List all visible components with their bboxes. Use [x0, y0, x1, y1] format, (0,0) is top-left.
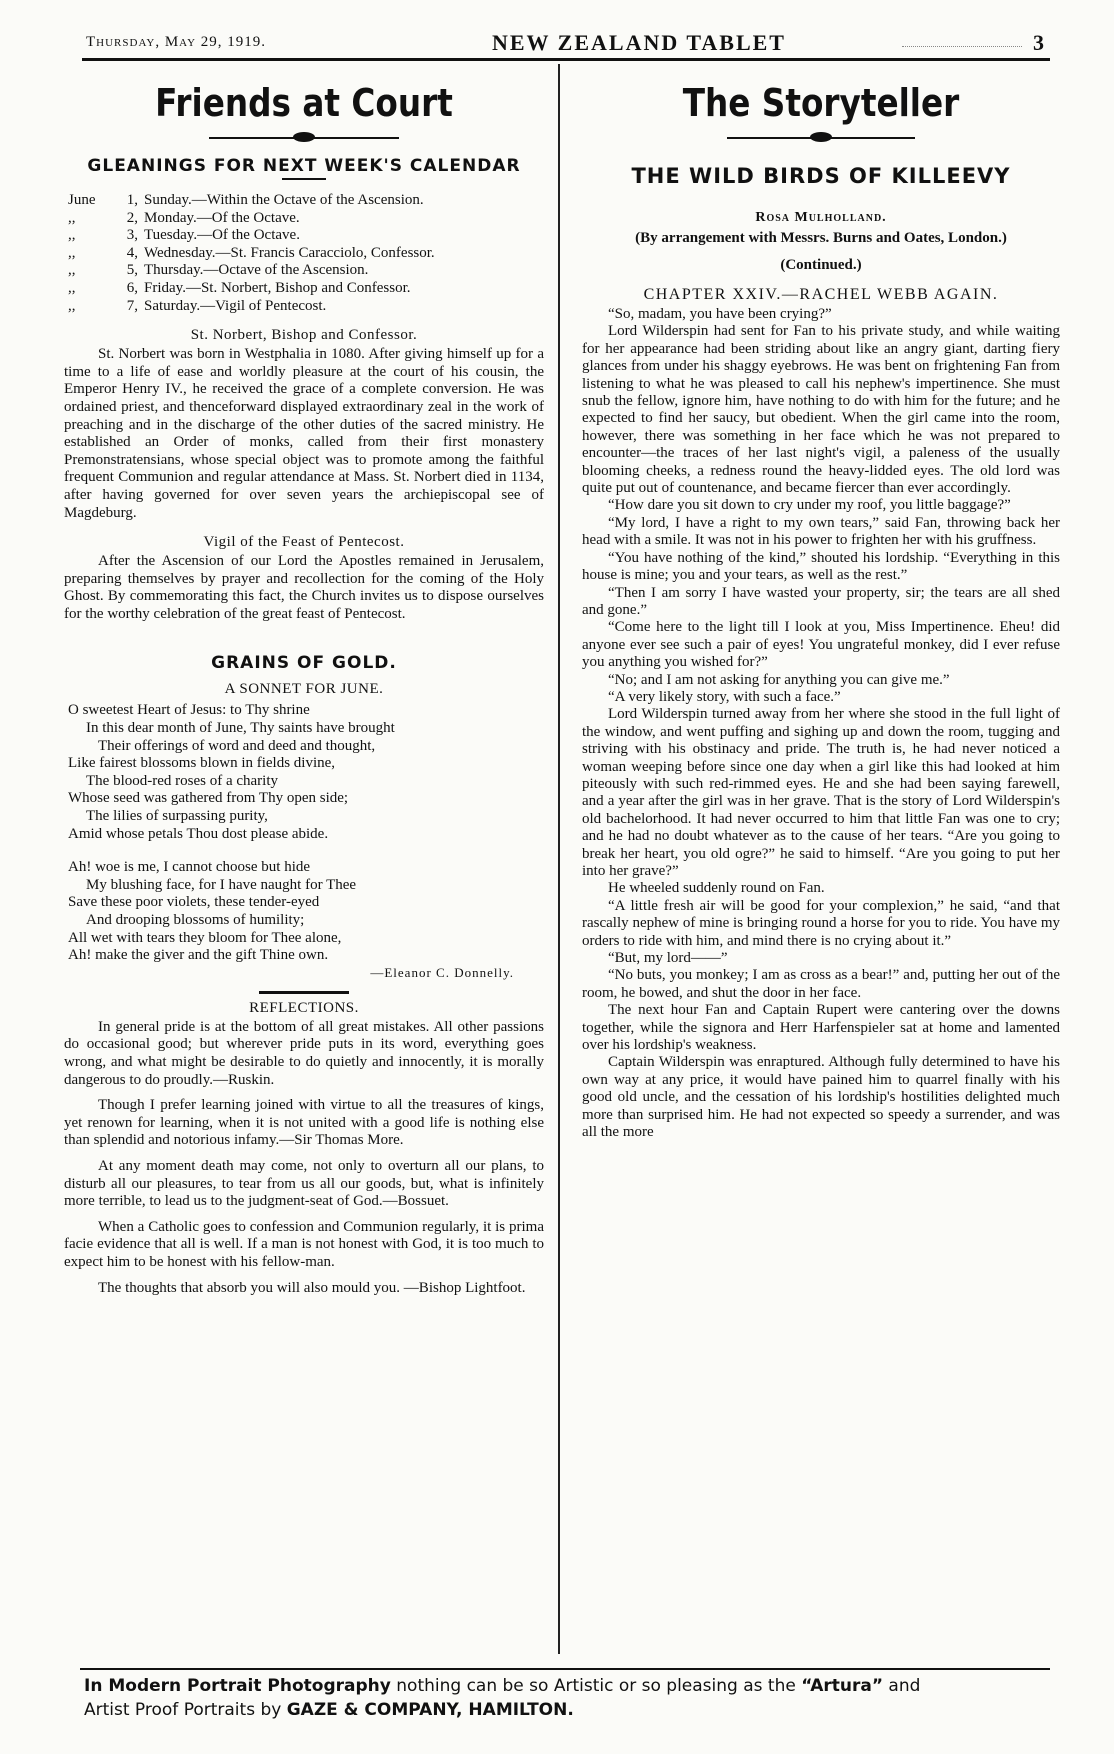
ad-line-1: In Modern Portrait Photography nothing can be so Artistic or so pleasing as the “Artura” and	[84, 1676, 921, 1696]
advertisement	[80, 1668, 1050, 1720]
calendar-day: 6,	[126, 279, 138, 296]
poem-line: Like fairest blossoms blown in fields divine,	[68, 755, 336, 772]
poem-line: And drooping blossoms of humility;	[86, 912, 305, 928]
issue-date: Thursday, May 29, 1919.	[86, 34, 267, 50]
calendar-month: June	[68, 192, 96, 208]
story-paragraph: “A very likely story, with such a face.”	[608, 688, 841, 705]
calendar-day: 2,	[126, 209, 138, 226]
poem-line: The lilies of surpassing purity,	[86, 808, 268, 825]
poem-line: In this dear month of June, Thy saints have brought	[86, 720, 395, 737]
reflection-paragraph: Though I prefer learning joined with virtue to all the treasures of kings, yet renown for learning, when it is not united with a good life is nothing else than splendid and notorious infamy.—Sir Thomas More.	[64, 1097, 544, 1149]
calendar-entry-text: Thursday.—Octave of the Ascension.	[144, 262, 369, 279]
sonnet-author: —Eleanor C. Donnelly.	[370, 964, 514, 980]
story-paragraph: “No; and I am not asking for anything you can give me.”	[608, 671, 950, 688]
calendar-month: ,,	[68, 279, 76, 296]
sonnet-stanza-1	[68, 702, 544, 843]
left-column	[64, 64, 544, 1297]
story-paragraph: Lord Wilderspin had sent for Fan to his private study, and while waiting for her appearance had been striding about like an angry giant, darting fiery glances from under his shaggy eyebrows. He was bent on frightening Fan from listening to what he was pleased to call his nephew's impertinence. She must snub the fellow, ignore him, have nothing to do with him for the future; and he expected to find her saucy, but obedient. When the girl came into the room, however, there was something in her face which he was not prepared to encounter—the traces of her last night's vigil, a paleness of the usually blooming cheeks, a redness round the heavy-lidded eyes. The old lord was quite put out of countenance, and became fiercer than ever accordingly.	[582, 323, 1060, 497]
poem-line: O sweetest Heart of Jesus: to Thy shrine	[68, 702, 310, 719]
story-title: THE WILD BIRDS OF KILLEEVY	[631, 164, 1011, 188]
reflection-paragraph: In general pride is at the bottom of all great mistakes. All other passions do occasional good; but wherever pride puts in its word, everything goes wrong, and what might be desirable to do quietly and innocently, it is morally dangerous to do proudly.—Ruskin.	[64, 1018, 544, 1088]
calendar-month: ,,	[68, 244, 76, 261]
reflection-paragraph: The thoughts that absorb you will also mould you. —Bishop Lightfoot.	[98, 1279, 526, 1296]
poem-line: Save these poor violets, these tender-eyed	[68, 894, 320, 911]
calendar-entry-text: Tuesday.—Of the Octave.	[144, 227, 300, 244]
poem-line: Their offerings of word and deed and thought,	[98, 737, 376, 754]
calendar-entry-text: Sunday.—Within the Octave of the Ascension.	[144, 192, 424, 208]
ad-line-2: Artist Proof Portraits by GAZE & COMPANY, HAMILTON.	[84, 1700, 574, 1720]
grains-heading: GRAINS OF GOLD.	[211, 653, 397, 674]
calendar-entry	[68, 298, 544, 316]
story-paragraph: He wheeled suddenly round on Fan.	[608, 880, 825, 897]
poem-line: My blushing face, for I have naught for Thee	[86, 876, 357, 893]
story-paragraph: Lord Wilderspin turned away from her where she stood in the full light of the window, and went puffing and sighing up and down the room, tugging and striving with his obstinacy and pride. The truth is, he had never noticed a woman weeping before since one day when a girl like this had looked at him piteously with such red-rimmed eyes. He and she had been saying farewell, and a year after the girl was in her grave. That is the story of Lord Wilderspin's old bachelorhood. It had never occurred to him that little Fan was one to cry; and he had no doubt whatever as to the cause of her tears. “Are you going to break her heart, you old ogre?” he said to himself. “Are you going to put her into her grave?”	[582, 706, 1060, 879]
calendar-month: ,,	[68, 262, 76, 279]
story-paragraph: “But, my lord——”	[608, 950, 728, 967]
calendar-day: 1,	[126, 192, 138, 208]
calendar-day: 3,	[126, 227, 138, 244]
reflection-paragraph: At any moment death may come, not only to overturn all our plans, to disturb all our pleasures, to tear from us all our goods, but, what is infinitely more terrible, to lead us to the judgment-seat of God.—Bossuet.	[64, 1157, 544, 1210]
storyteller-title: The Storyteller	[682, 81, 960, 125]
continued-note: (Continued.)	[780, 257, 862, 273]
calendar-entry	[68, 227, 544, 245]
calendar-day: 7,	[126, 297, 138, 314]
vigil-text: After the Ascension of our Lord the Apostles remained in Jerusalem, preparing themselves by prayer and recollection for the coming of the Holy Ghost. By commemorating this fact, the Church invites us to dispose ourselves for the worthy celebration of the great feast of Pentecost.	[64, 553, 544, 622]
title-ornament	[64, 130, 544, 146]
poem-line: Amid whose petals Thou dost please abide.	[68, 825, 329, 842]
story-author: Rosa Mulholland.	[755, 210, 887, 225]
chapter-heading: CHAPTER XXIV.—RACHEL WEBB AGAIN.	[643, 286, 999, 303]
poem-line: Ah! woe is me, I cannot choose but hide	[68, 859, 311, 876]
calendar-entry-text: Wednesday.—St. Francis Caracciolo, Confessor.	[144, 244, 435, 261]
reflections-rule	[259, 991, 349, 994]
calendar-month: ,,	[68, 227, 76, 244]
poem-line: Ah! make the giver and the gift Thine own.	[68, 947, 329, 964]
norbert-text: St. Norbert was born in Westphalia in 1080. After giving himself up for a time to a life of ease and worldly pleasure at the court of his cousin, the Emperor Henry IV., he received the grace of a complete conversion. He was ordained priest, and thenceforward displayed extraordinary zeal in the work of preaching and in the discharge of the other duties of the sacred ministry. He established an Order of monks, called from their first monastery Premonstratensians, whose special object was to promote among the faithful frequent Communion and regular attendance at Mass. St. Norbert died in 1134, after having governed for over seven years the archiepiscopal see of Magdeburg.	[64, 346, 544, 521]
calendar-entry	[68, 245, 544, 263]
norbert-heading: St. Norbert, Bishop and Confessor.	[190, 327, 418, 344]
sonnet-title: A SONNET FOR JUNE.	[224, 681, 384, 698]
arrangement-note: (By arrangement with Messrs. Burns and Oates, London.)	[635, 230, 1007, 246]
reflection-paragraph: When a Catholic goes to confession and Communion regularly, it is prima facie evidence that all is well. If a man is not honest with God, it is too much to expect him to be honest with his fellow-man.	[64, 1218, 544, 1270]
gleanings-heading: GLEANINGS FOR NEXT WEEK'S CALENDAR	[87, 156, 521, 176]
section-rule	[282, 178, 326, 180]
page-number: 3	[1033, 30, 1044, 55]
story-paragraph: “No buts, you monkey; I am as cross as a bear!” and, putting her out of the room, he bowed, and shut the door in her face.	[582, 967, 1060, 1001]
calendar-entry-text: Friday.—St. Norbert, Bishop and Confessor.	[144, 279, 411, 296]
story-paragraph: The next hour Fan and Captain Rupert were cantering over the downs together, while the signora and Herr Harfenspieler sat at home and lamented over his lordship's weakness.	[582, 1002, 1060, 1054]
right-column	[582, 64, 1060, 1142]
story-paragraph: “So, madam, you have been crying?”	[608, 306, 832, 322]
story-text	[582, 306, 1060, 1142]
calendar-month: ,,	[68, 297, 76, 314]
sonnet	[68, 702, 544, 964]
story-paragraph: Captain Wilderspin was enraptured. Although fully determined to have his own way at any price, it would have pained him to quarrel finally with his good old uncle, and the cessation of his lordship's hostilities delighted much more than surprised him. He had not expected so speedy a surrender, and was all the more	[582, 1054, 1060, 1141]
title-ornament	[582, 130, 1060, 146]
story-paragraph: “Then I am sorry I have wasted your property, sir; the tears are all shed and gone.”	[582, 584, 1060, 618]
calendar-month: ,,	[68, 209, 76, 226]
page-header	[82, 30, 1050, 61]
newspaper-title: NEW ZEALAND TABLET	[492, 30, 786, 55]
poem-line: All wet with tears they bloom for Thee alone,	[68, 929, 342, 946]
column-divider	[558, 64, 560, 1654]
story-paragraph: “My lord, I have a right to my own tears,” said Fan, throwing back her head with a smile. It was not in his power to frighten her with his gruffness.	[582, 514, 1060, 549]
poem-line: Whose seed was gathered from Thy open side;	[68, 790, 349, 807]
vigil-heading: Vigil of the Feast of Pentecost.	[203, 534, 405, 551]
friends-at-court-title: Friends at Court	[155, 81, 453, 125]
poem-line: The blood-red roses of a charity	[86, 772, 279, 789]
calendar-entry-text: Saturday.—Vigil of Pentecost.	[144, 297, 327, 314]
calendar-entry	[68, 210, 544, 228]
story-paragraph: “You have nothing of the kind,” shouted his lordship. “Everything in this house is mine; you and your tears, as well as the rest.”	[582, 549, 1060, 584]
calendar-day: 5,	[126, 262, 138, 279]
calendar-day: 4,	[126, 244, 138, 261]
reflections-heading: REFLECTIONS.	[249, 999, 359, 1016]
story-paragraph: “A little fresh air will be good for your complexion,” he said, “and that rascally nephew of mine is bringing round a horse for you to ride. You have my orders to ride with him, and mind there is no crying about it.”	[582, 897, 1060, 949]
calendar-entry	[68, 192, 544, 210]
sonnet-stanza-2	[68, 859, 544, 965]
story-paragraph: “How dare you sit down to cry under my roof, you little baggage?”	[608, 497, 1011, 514]
reflections-list	[64, 1019, 544, 1297]
story-paragraph: “Come here to the light till I look at you, Miss Impertinence. Eheu! did anyone ever see such a pair of eyes! You ungrateful monkey, did I ever refuse you anything you wished for?”	[582, 619, 1060, 671]
calendar-entry	[68, 280, 544, 298]
calendar-list	[68, 192, 544, 315]
calendar-entry-text: Monday.—Of the Octave.	[144, 209, 300, 226]
header-dotted-rule	[902, 46, 1022, 47]
calendar-entry	[68, 262, 544, 280]
